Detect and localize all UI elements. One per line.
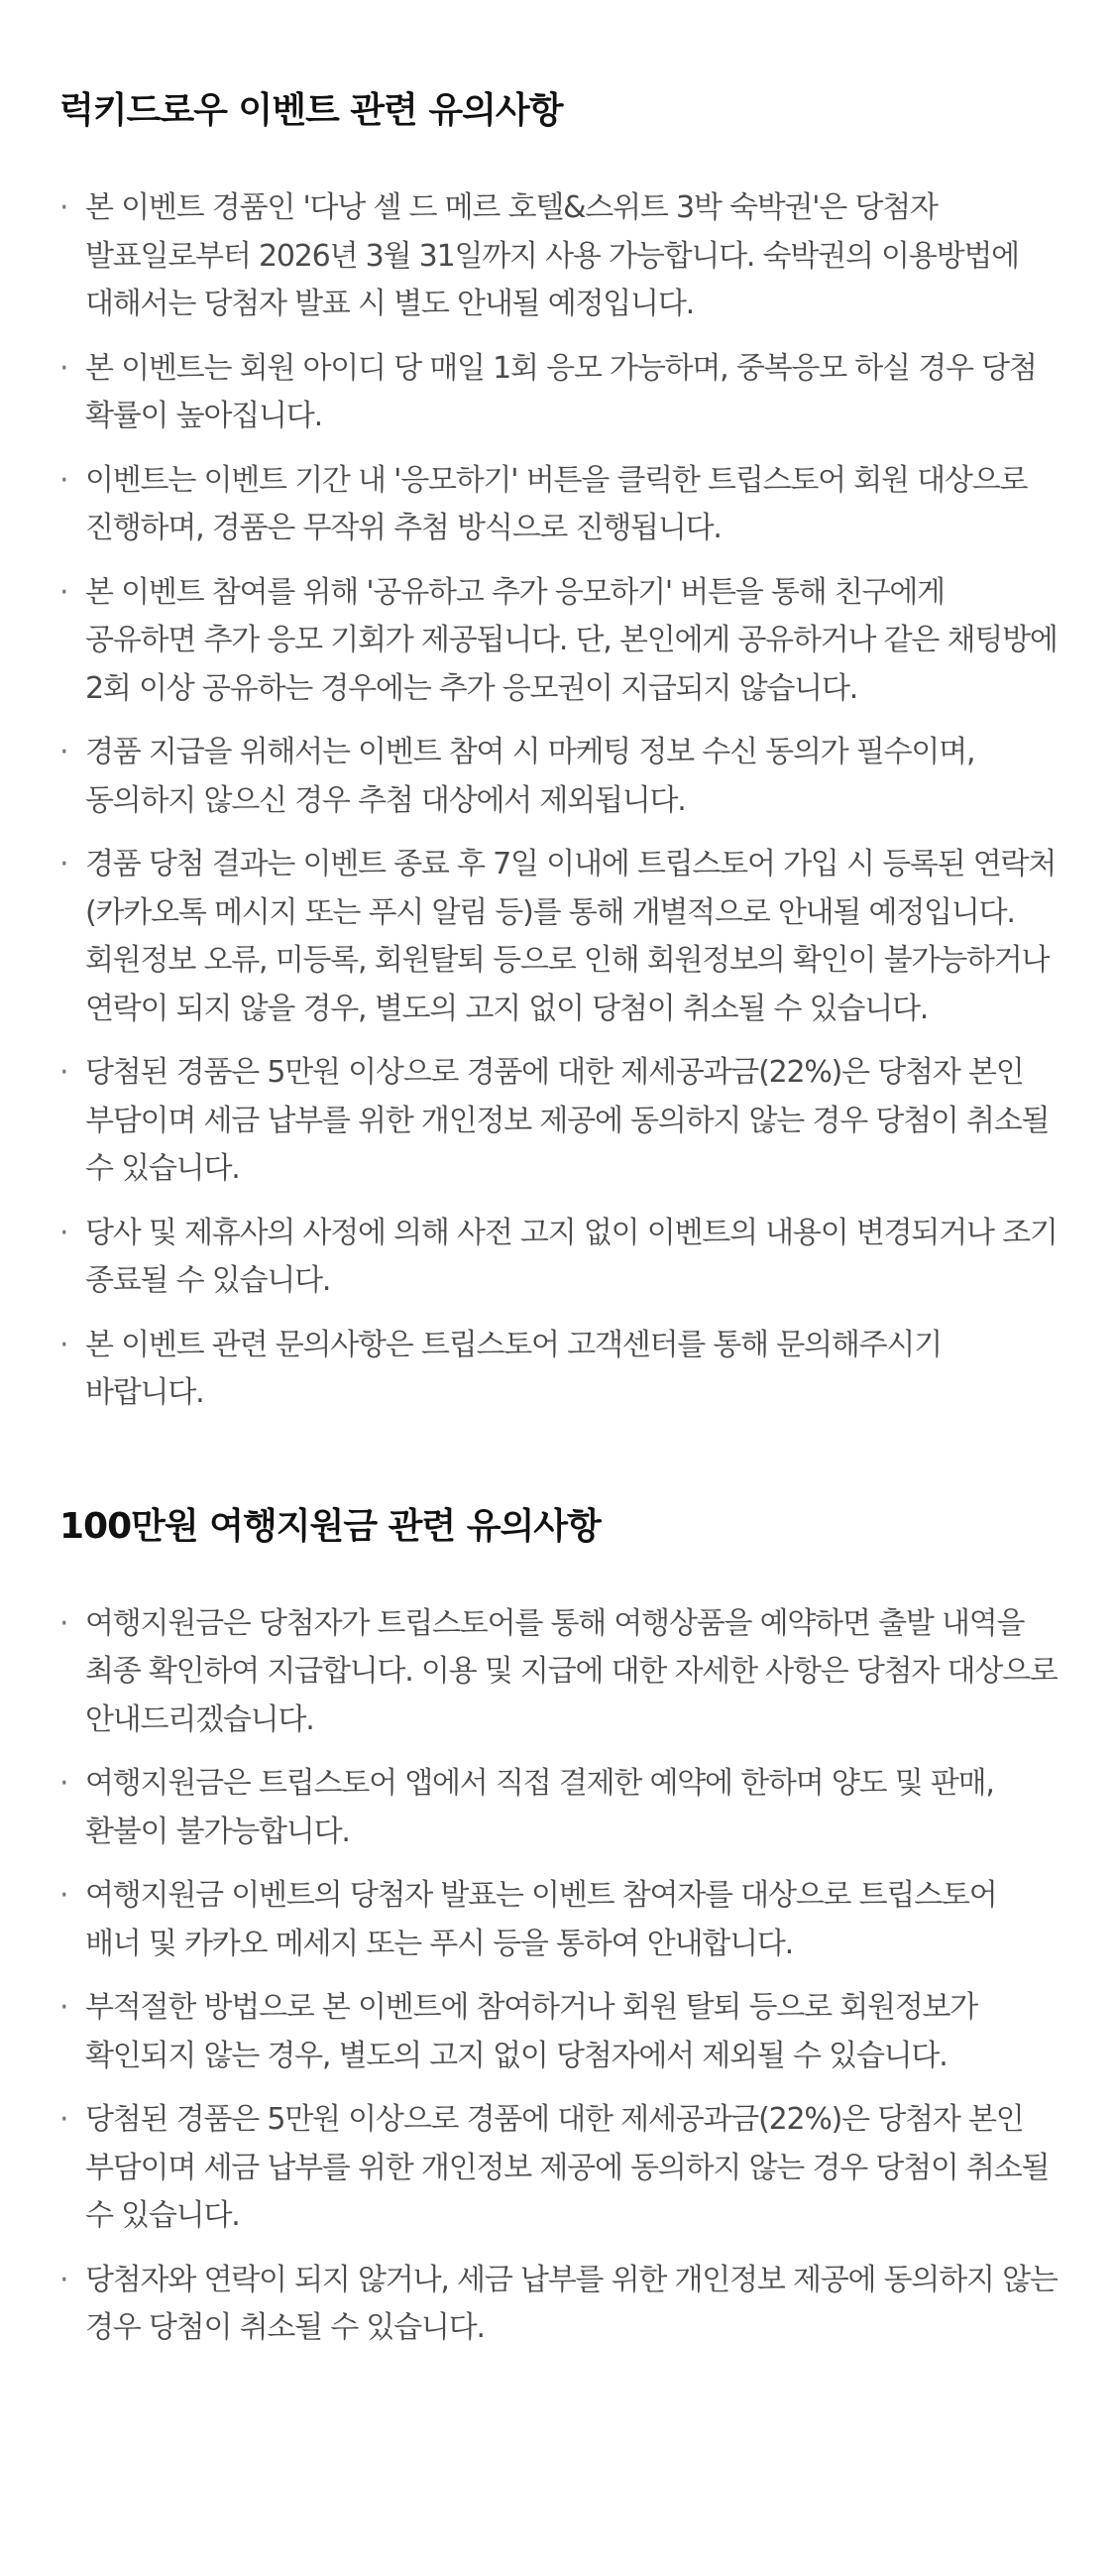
notice-item: · 본 이벤트 경품인 '다낭 셀 드 메르 호텔&스위트 3박 숙박권'은 당첨자 발표일로부터 2026년 3월 31일까지 사용 가능합니다. 숙박권의 이용방법에 대해서는 당첨자 발표 시 별도 안내될 예정입니다. — [59, 184, 1058, 329]
notice-item: · 부적절한 방법으로 본 이벤트에 참여하거나 회원 탈퇴 등으로 회원정보가 확인되지 않는 경우, 별도의 고지 없이 당첨자에서 제외될 수 있습니다. — [59, 1984, 1058, 2080]
notice-item: · 여행지원금 이벤트의 당첨자 발표는 이벤트 참여자를 대상으로 트립스토어 배너 및 카카오 메세지 또는 푸시 등을 통하여 안내합니다. — [59, 1872, 1058, 1968]
notice-item: · 경품 지급을 위해서는 이벤트 참여 시 마케팅 정보 수신 동의가 필수이며, 동의하지 않으신 경우 추첨 대상에서 제외됩니다. — [59, 729, 1058, 825]
notice-item: · 경품 당첨 결과는 이벤트 종료 후 7일 이내에 트립스토어 가입 시 등록된 연락처(카카오톡 메시지 또는 푸시 알림 등)를 통해 개별적으로 안내될 예정입니다. 회원정보 오류, 미등록, 회원탈퇴 등으로 인해 회원정보의 확인이 불가능하거나 연락이 되지 않을 경우, 별도의 고지 없이 당첨이 취소될 수 있습니다. — [59, 841, 1058, 1033]
notice-list — [59, 1600, 1058, 2353]
lucky-draw-notice-section — [59, 83, 1058, 1418]
travel-fund-notice-section — [59, 1499, 1058, 2353]
notice-item: · 본 이벤트 관련 문의사항은 트립스토어 고객센터를 통해 문의해주시기 바랍니다. — [59, 1322, 1058, 1418]
notice-item: · 여행지원금은 트립스토어 앱에서 직접 결제한 예약에 한하며 양도 및 판매, 환불이 불가능합니다. — [59, 1760, 1058, 1856]
notice-item: · 당첨자와 연락이 되지 않거나, 세금 납부를 위한 개인정보 제공에 동의하지 않는 경우 당첨이 취소될 수 있습니다. — [59, 2257, 1058, 2353]
section-title: 100만원 여행지원금 관련 유의사항 — [59, 1505, 601, 1547]
notice-item: · 본 이벤트는 회원 아이디 당 매일 1회 응모 가능하며, 중복응모 하실 경우 당첨 확률이 높아집니다. — [59, 345, 1058, 441]
notice-item: · 본 이벤트 참여를 위해 '공유하고 추가 응모하기' 버튼을 통해 친구에게 공유하면 추가 응모 기회가 제공됩니다. 단, 본인에게 공유하거나 같은 채팅방에 2회 이상 공유하는 경우에는 추가 응모권이 지급되지 않습니다. — [59, 569, 1058, 714]
notice-item: · 이벤트는 이벤트 기간 내 '응모하기' 버튼을 클릭한 트립스토어 회원 대상으로 진행하며, 경품은 무작위 추첨 방식으로 진행됩니다. — [59, 457, 1058, 553]
notice-list — [59, 184, 1058, 1418]
section-title: 럭키드로우 이벤트 관련 유의사항 — [59, 90, 563, 131]
notice-item: · 여행지원금은 당첨자가 트립스토어를 통해 여행상품을 예약하면 출발 내역을 최종 확인하여 지급합니다. 이용 및 지급에 대한 자세한 사항은 당첨자 대상으로 안내드리겠습니다. — [59, 1600, 1058, 1745]
notice-item: · 당사 및 제휴사의 사정에 의해 사전 고지 없이 이벤트의 내용이 변경되거나 조기 종료될 수 있습니다. — [59, 1210, 1058, 1306]
notice-item: · 당첨된 경품은 5만원 이상으로 경품에 대한 제세공과금(22%)은 당첨자 본인 부담이며 세금 납부를 위한 개인정보 제공에 동의하지 않는 경우 당첨이 취소될 수 있습니다. — [59, 2096, 1058, 2241]
notice-item: · 당첨된 경품은 5만원 이상으로 경품에 대한 제세공과금(22%)은 당첨자 본인 부담이며 세금 납부를 위한 개인정보 제공에 동의하지 않는 경우 당첨이 취소될 수 있습니다. — [59, 1049, 1058, 1194]
